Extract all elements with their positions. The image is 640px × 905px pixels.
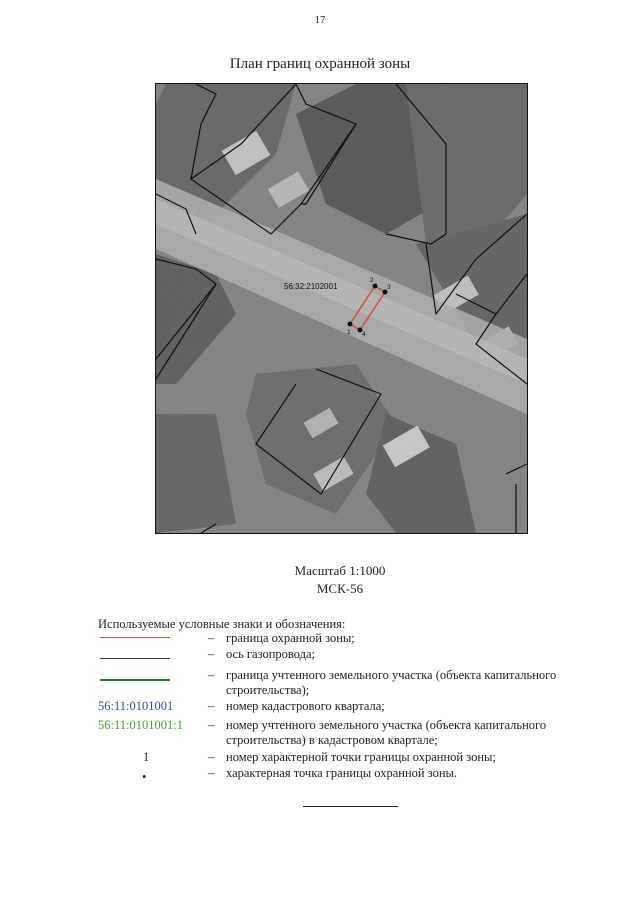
footer-rule (303, 806, 398, 807)
point-marker (373, 284, 378, 289)
green-line-symbol (100, 679, 170, 681)
point-label: 4 (362, 331, 366, 338)
legend-dash: – (208, 668, 215, 682)
aerial-photo (156, 84, 527, 533)
aerial-map-canvas (156, 84, 527, 533)
page-title: План границ охранной зоны (229, 56, 411, 72)
point-label: 1 (347, 329, 351, 336)
parcel-number-sample: 56:11:0101001:1 (98, 718, 183, 732)
page-number: 17 (314, 14, 326, 26)
legend-dash: – (208, 647, 215, 661)
coordinate-system: МСК-56 (316, 581, 364, 596)
legend-heading: Используемые условные знаки и обозначения: (98, 617, 346, 631)
legend-dash: – (208, 750, 215, 764)
legend-description: ось газопровода; (226, 647, 316, 661)
legend-description: граница учтенного земельного участка (объекта капитального строительства); (226, 668, 557, 697)
point-label: 2 (370, 277, 374, 284)
legend-dash: – (208, 766, 215, 780)
legend-description: номер характерной точки границы охранной зоны; (226, 750, 496, 764)
aerial-map (155, 83, 528, 534)
point-label: 3 (387, 284, 391, 291)
cadastral-quarter-label: 56:32:2102001 (284, 282, 338, 291)
point-marker (348, 322, 353, 327)
black-line-symbol (100, 658, 170, 659)
point-marker-sample: • (142, 770, 147, 784)
legend-dash: – (208, 631, 215, 645)
point-number-sample: 1 (143, 750, 150, 764)
legend-description: номер учтенного земельного участка (объекта капитального строительства) в кадастровом квартале; (226, 718, 547, 747)
map-scale: Масштаб 1:1000 (294, 563, 386, 578)
legend-description: номер кадастрового квартала; (226, 699, 385, 713)
legend-dash: – (208, 718, 215, 732)
legend-description: характерная точка границы охранной зоны. (226, 766, 458, 780)
legend-description: граница охранной зоны; (226, 631, 355, 645)
quarter-number-sample: 56:11:0101001 (98, 699, 174, 713)
red-line-symbol (100, 637, 170, 638)
legend-dash: – (208, 699, 215, 713)
